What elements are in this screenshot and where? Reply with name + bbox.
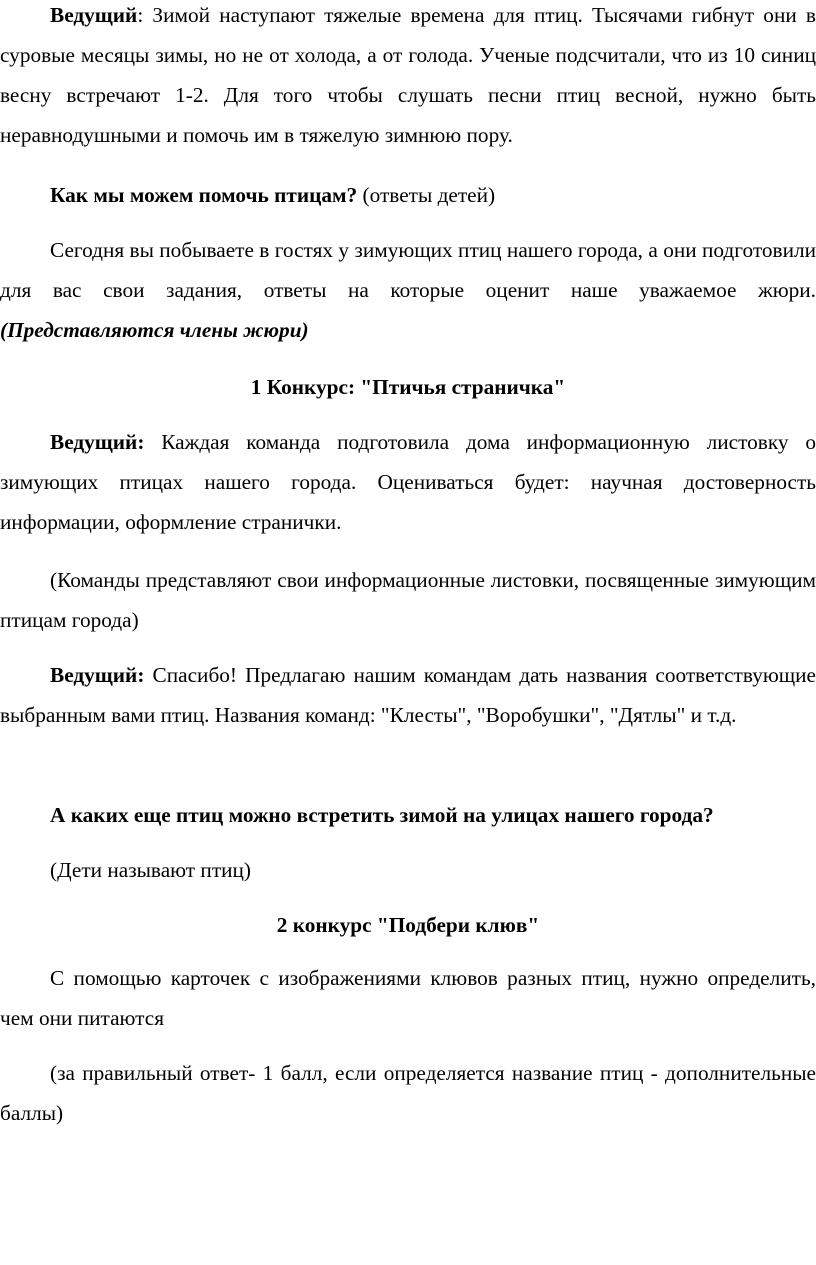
paragraph-scoring: (за правильный ответ- 1 балл, если определяется название птиц - дополнительные баллы) [0,1061,816,1125]
paragraph-contest-2-task: С помощью карточек с изображениями клювов разных птиц, нужно определить, чем они питаются [0,966,816,1030]
section-heading-contest-2: 2 конкурс "Подбери клюв" [276,913,540,937]
paragraph-contest-1-task [0,422,816,542]
paragraph-host-intro [0,0,816,155]
paragraph-question-help [0,175,816,215]
question-which-birds: А каких еще птиц можно встретить зимой на улицах нашего города? [50,803,714,827]
paragraph-children-name-birds: (Дети называют птиц) [50,858,252,882]
paragraph-text: Каждая команда подготовила дома информационную листовку о зимующих птицах нашего города. Оцениваться будет: научная достоверность информации, оформление странички. [0,430,816,534]
speaker-label: Ведущий [50,3,138,27]
question-text: Как мы можем помочь птицам? [50,183,358,207]
paragraph-teams-present: (Команды представляют свои информационные листовки, посвященные зимующим птицам города) [0,568,816,632]
paragraph-text: Сегодня вы побываете в гостях у зимующих птиц нашего города, а они подготовили для вас свои задания, ответы на которые оценит наше уважаемое жюри. [0,238,816,302]
speaker-label: Ведущий: [50,430,145,454]
question-note: (ответы детей) [357,183,496,207]
paragraph-team-names [0,655,816,735]
speaker-label: Ведущий: [50,663,145,687]
paragraph-text: Спасибо! Предлагаю нашим командам дать названия соответствующие выбранным вами птиц. Названия команд: "Клесты", "Воробушки", "Дятлы" и т.д. [0,663,816,727]
paragraph-text: : Зимой наступают тяжелые времена для птиц. Тысячами гибнут они в суровые месяцы зимы, но не от холода, а от голода. Ученые подсчитали, что из 10 синиц весну встречают 1-2. Для того чтобы слушать песни птиц весной, нужно быть неравнодушными и помочь им в тяжелую зимнюю пору. [0,3,816,147]
paragraph-visit [0,230,816,350]
section-heading-contest-1: 1 Конкурс: "Птичья страничка" [250,375,566,399]
stage-direction: (Представляются члены жюри) [0,318,309,342]
